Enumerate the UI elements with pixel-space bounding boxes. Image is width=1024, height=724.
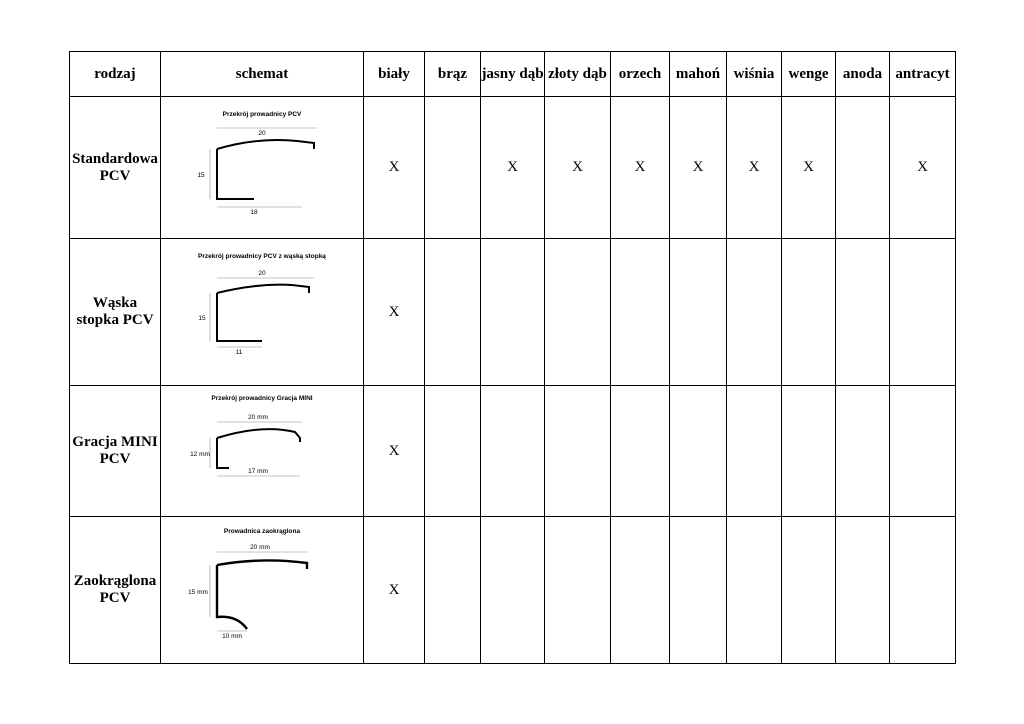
- diagram-bottom-dim: 17 mm: [248, 467, 268, 475]
- availability-mark-braz: [425, 386, 481, 517]
- header-color-braz: brąz: [425, 52, 481, 97]
- diagram-top-dim: 20: [258, 269, 266, 277]
- availability-mark-mahon: X: [670, 97, 727, 239]
- header-color-jasny-dab: jasny dąb: [481, 52, 545, 97]
- availability-mark-wenge: [782, 517, 836, 664]
- profile-diagram-cell: [161, 517, 364, 664]
- availability-mark-zloty-dab: [545, 239, 611, 386]
- diagram-top-dim: 20 mm: [248, 413, 268, 421]
- availability-mark-jasny-dab: X: [481, 97, 545, 239]
- availability-mark-bialy: X: [364, 517, 425, 664]
- header-row: [70, 52, 956, 97]
- availability-mark-bialy: X: [364, 386, 425, 517]
- diagram-bottom-dim: 18: [250, 208, 258, 216]
- availability-mark-anoda: [836, 517, 890, 664]
- diagram-side-dim: 15: [197, 171, 205, 179]
- profile-diagram: [162, 388, 362, 515]
- row-type-name: Standardowa PCV: [70, 97, 161, 239]
- row-type-name: Wąska stopka PCV: [70, 239, 161, 386]
- header-rodzaj: rodzaj: [70, 52, 161, 97]
- header-color-wenge: wenge: [782, 52, 836, 97]
- header-color-zloty-dab: złoty dąb: [545, 52, 611, 97]
- header-color-antracyt: antracyt: [890, 52, 956, 97]
- availability-mark-mahon: [670, 517, 727, 664]
- availability-mark-wisnia: [727, 386, 782, 517]
- row-type-name: Gracja MINI PCV: [70, 386, 161, 517]
- profile-diagram: [162, 519, 362, 662]
- table-row: [70, 517, 956, 664]
- diagram-top-dim: 20 mm: [250, 543, 270, 551]
- availability-mark-antracyt: [890, 239, 956, 386]
- availability-mark-orzech: [611, 517, 670, 664]
- availability-mark-wenge: [782, 239, 836, 386]
- diagram-bottom-dim: 10 mm: [222, 632, 242, 640]
- availability-mark-zloty-dab: [545, 517, 611, 664]
- availability-mark-braz: [425, 239, 481, 386]
- color-availability-table: [69, 51, 956, 664]
- header-color-anoda: anoda: [836, 52, 890, 97]
- diagram-bottom-dim: 11: [235, 348, 243, 356]
- diagram-title: Przekrój prowadnicy Gracja MINI: [211, 394, 313, 402]
- header-color-bialy: biały: [364, 52, 425, 97]
- header-color-wisnia: wiśnia: [727, 52, 782, 97]
- table-row: [70, 386, 956, 517]
- availability-mark-mahon: [670, 386, 727, 517]
- header-schemat: schemat: [161, 52, 364, 97]
- availability-mark-braz: [425, 97, 481, 239]
- diagram-title: Przekrój prowadnicy PCV: [222, 110, 302, 118]
- diagram-title: Prowadnica zaokrąglona: [223, 527, 301, 535]
- availability-mark-anoda: [836, 239, 890, 386]
- availability-mark-jasny-dab: [481, 239, 545, 386]
- profile-diagram: [162, 241, 362, 384]
- header-color-orzech: orzech: [611, 52, 670, 97]
- profile-diagram-cell: [161, 239, 364, 386]
- availability-mark-orzech: [611, 386, 670, 517]
- availability-mark-jasny-dab: [481, 386, 545, 517]
- availability-mark-wisnia: [727, 517, 782, 664]
- profile-diagram: [162, 99, 362, 237]
- row-type-name: Zaokrąglona PCV: [70, 517, 161, 664]
- availability-mark-orzech: [611, 239, 670, 386]
- diagram-top-dim: 20: [258, 129, 266, 137]
- availability-mark-zloty-dab: X: [545, 97, 611, 239]
- header-color-mahon: mahoń: [670, 52, 727, 97]
- table-row: [70, 239, 956, 386]
- availability-mark-bialy: X: [364, 97, 425, 239]
- availability-mark-mahon: [670, 239, 727, 386]
- availability-mark-jasny-dab: [481, 517, 545, 664]
- availability-mark-anoda: [836, 97, 890, 239]
- availability-mark-wisnia: [727, 239, 782, 386]
- diagram-title: Przekrój prowadnicy PCV z wąską stopką: [198, 252, 326, 260]
- availability-mark-zloty-dab: [545, 386, 611, 517]
- diagram-side-dim: 12 mm: [190, 450, 210, 458]
- profile-diagram-cell: [161, 97, 364, 239]
- table-row: [70, 97, 956, 239]
- availability-mark-wenge: [782, 386, 836, 517]
- availability-mark-braz: [425, 517, 481, 664]
- availability-mark-antracyt: X: [890, 97, 956, 239]
- availability-mark-antracyt: [890, 386, 956, 517]
- availability-mark-anoda: [836, 386, 890, 517]
- availability-mark-wenge: X: [782, 97, 836, 239]
- profile-diagram-cell: [161, 386, 364, 517]
- diagram-side-dim: 15 mm: [188, 588, 208, 596]
- availability-mark-wisnia: X: [727, 97, 782, 239]
- availability-mark-orzech: X: [611, 97, 670, 239]
- availability-mark-antracyt: [890, 517, 956, 664]
- availability-mark-bialy: X: [364, 239, 425, 386]
- diagram-side-dim: 15: [198, 314, 206, 322]
